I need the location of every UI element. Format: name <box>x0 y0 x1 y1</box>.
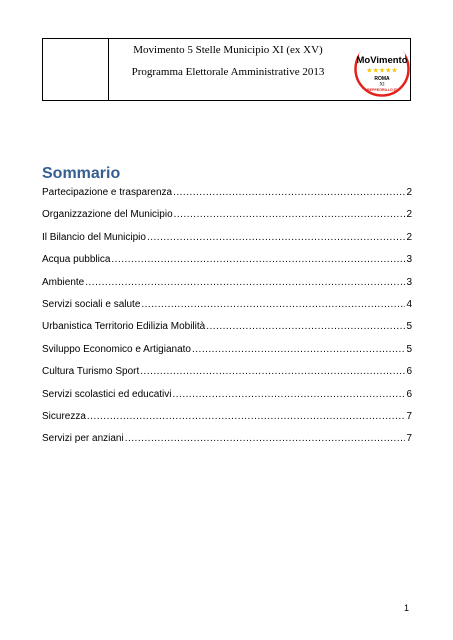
toc-entry-page: 6 <box>406 388 412 400</box>
toc-entry-page: 2 <box>406 187 412 198</box>
table-of-contents <box>42 186 412 455</box>
logo-text-url: BEPPEGRILLO.IT <box>367 88 397 92</box>
toc-entry-label: Acqua pubblica <box>42 254 111 266</box>
toc-entry[interactable] <box>42 432 412 454</box>
toc-title: Sommario <box>42 165 121 182</box>
toc-entry[interactable] <box>42 298 412 320</box>
logo-text-roma: ROMA <box>374 76 390 82</box>
toc-entry-page: 4 <box>406 298 412 310</box>
toc-entry-label: Ambiente <box>42 276 85 288</box>
toc-entry-label: Il Bilancio del Municipio <box>42 231 146 243</box>
toc-dot-leader <box>141 298 405 312</box>
header-subtitle: Programma Elettorale Amministrative 2013 <box>131 66 325 78</box>
logo-stars: ★★★★★ <box>366 66 398 75</box>
toc-entry[interactable] <box>42 320 412 342</box>
toc-entry-label: Servizi per anziani <box>42 433 124 445</box>
toc-entry-label: Urbanistica Territorio Edilizia Mobilità <box>42 321 206 333</box>
toc-dot-leader <box>147 231 405 245</box>
toc-entry-label: Servizi sociali e salute <box>42 298 141 310</box>
toc-entry-label: Sviluppo Economico e Artigianato <box>42 343 191 355</box>
toc-entry[interactable] <box>42 343 412 365</box>
toc-entry[interactable] <box>42 253 412 275</box>
toc-dot-leader <box>206 320 405 334</box>
toc-entry-label: Partecipazione e trasparenza <box>42 187 173 198</box>
document-header <box>42 38 411 101</box>
toc-entry-page: 6 <box>406 366 412 378</box>
toc-dot-leader <box>87 410 406 424</box>
toc-dot-leader <box>174 208 406 222</box>
toc-dot-leader <box>140 365 405 379</box>
header-title: Movimento 5 Stelle Municipio XI (ex XV) <box>133 44 323 56</box>
toc-entry-label: Servizi scolastici ed educativi <box>42 388 172 400</box>
toc-entry-page: 5 <box>406 321 412 333</box>
toc-entry-label: Sicurezza <box>42 410 86 422</box>
toc-entry[interactable] <box>42 410 412 432</box>
toc-entry-page: 3 <box>406 254 412 266</box>
toc-entry[interactable] <box>42 276 412 298</box>
toc-dot-leader <box>111 253 405 267</box>
toc-dot-leader <box>125 432 406 446</box>
toc-entry-label: Cultura Turismo Sport <box>42 366 140 378</box>
toc-dot-leader <box>173 186 405 200</box>
toc-entry[interactable] <box>42 186 412 208</box>
toc-entry-label: Organizzazione del Municipio <box>42 209 173 221</box>
toc-entry[interactable] <box>42 208 412 230</box>
movimento-5-stelle-logo <box>354 41 410 97</box>
logo-text-movimento: MoVimento <box>356 55 408 66</box>
toc-dot-leader <box>85 276 405 290</box>
toc-entry[interactable] <box>42 388 412 410</box>
toc-entry[interactable] <box>42 231 412 253</box>
toc-entry-page: 3 <box>406 276 412 288</box>
toc-entry-page: 7 <box>406 433 412 445</box>
toc-entry-page: 2 <box>406 231 412 243</box>
logo-text-municipio: XI <box>379 82 385 88</box>
toc-dot-leader <box>192 343 405 357</box>
toc-entry-page: 5 <box>406 343 412 355</box>
page-number: 1 <box>404 603 410 613</box>
toc-dot-leader <box>173 388 406 402</box>
toc-entry[interactable] <box>42 365 412 387</box>
toc-entry-page: 7 <box>406 410 412 422</box>
toc-entry-page: 2 <box>406 209 412 221</box>
